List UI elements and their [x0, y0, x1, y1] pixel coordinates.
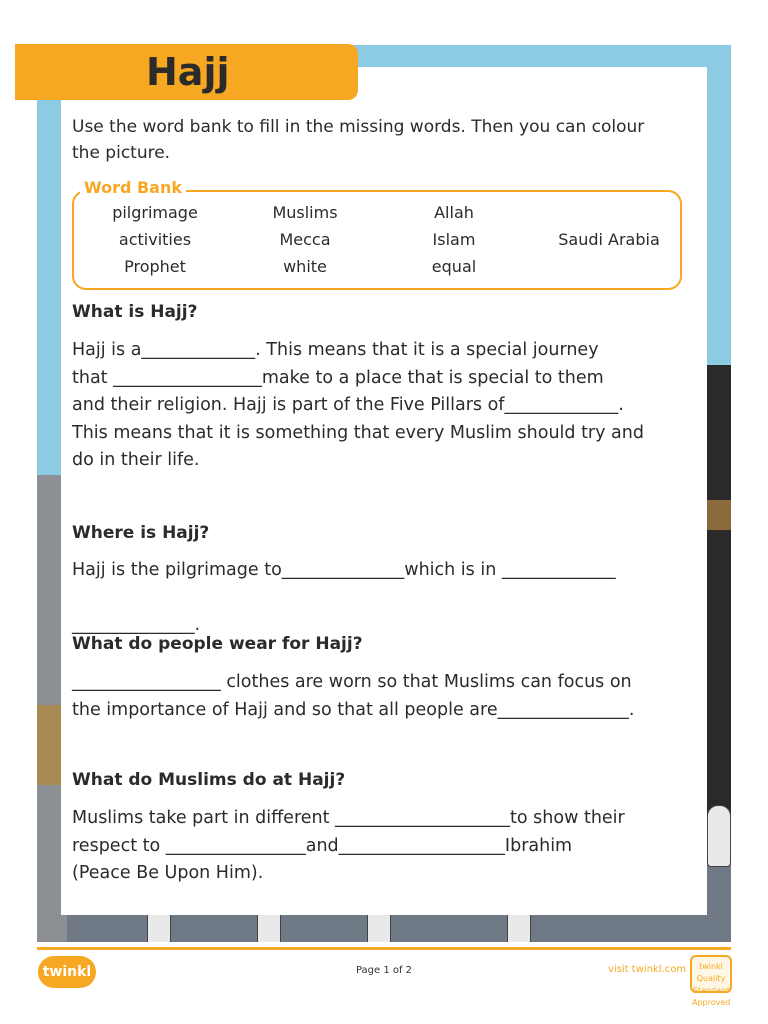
footer-divider: [37, 947, 731, 950]
word-bank-grid: [72, 202, 682, 278]
visit-link[interactable]: visit twinkl.com: [608, 964, 687, 975]
word-bank-word: Mecca: [279, 230, 331, 249]
section-text-wear: _________________ clothes are worn so that Muslims can focus on the importance of Hajj and so that all people are_______________.: [72, 672, 635, 720]
twinkl-logo[interactable]: twinkl: [38, 956, 96, 988]
section-text-do: Muslims take part in different ____________________to show their respect to ________________and___________________Ibrahim (Peace Be Upon Him).: [72, 808, 625, 884]
word-bank-word: pilgrimage: [112, 203, 198, 222]
section-heading-what: What is Hajj?: [72, 302, 198, 322]
word-bank-word: [536, 202, 682, 224]
word-bank-word: Allah: [434, 203, 474, 222]
page-title: Hajj: [146, 50, 230, 94]
pilgrim-figure: [707, 805, 731, 867]
word-bank-word: [536, 256, 682, 278]
section-heading-wear: What do people wear for Hajj?: [72, 634, 363, 654]
section-heading-where: Where is Hajj?: [72, 523, 210, 543]
word-bank-word: Islam: [432, 230, 476, 249]
word-bank-word: Saudi Arabia: [558, 230, 660, 249]
word-bank-word: Prophet: [124, 257, 186, 276]
word-bank-word: equal: [431, 257, 477, 276]
word-bank-word: white: [283, 257, 327, 276]
section-heading-do: What do Muslims do at Hajj?: [72, 770, 346, 790]
word-bank-word: Muslims: [272, 203, 338, 222]
word-bank-word: activities: [118, 230, 192, 249]
instructions: Use the word bank to fill in the missing words. Then you can colour the picture.: [72, 117, 645, 163]
section-text-where: Hajj is the pilgrimage to______________which is in _____________ ______________.: [72, 560, 616, 636]
page-number: Page 1 of 2: [355, 965, 413, 976]
quality-badge: twinkl Quality Standard Approved: [690, 955, 732, 993]
section-text-what: Hajj is a_____________. This means that it is a special journey that _________________make to a place that is special to them and their religion. Hajj is part of the Five Pillars of_____________. This means that it is something that every Muslim should try and do in their life.: [72, 340, 644, 471]
word-bank-label: Word Bank: [80, 177, 186, 199]
